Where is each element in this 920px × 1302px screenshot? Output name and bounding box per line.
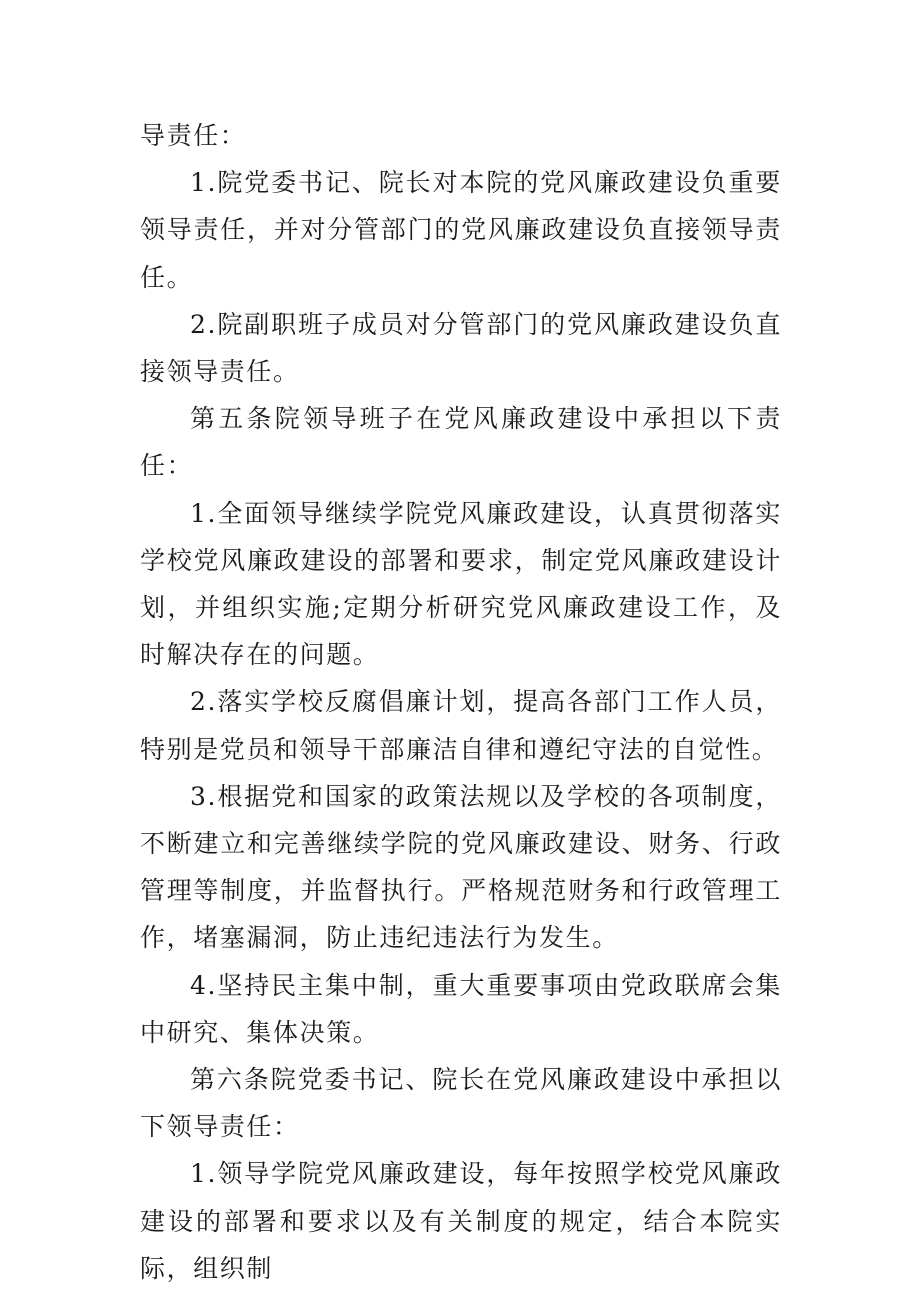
- paragraph-item-1: 1.院党委书记、院长对本院的党风廉政建设负重要领导责任，并对分管部门的党风廉政建设负直接领导责任。: [140, 168, 782, 292]
- article-5-heading: 第五条院领导班子在党风廉政建设中承担以下责任：: [140, 404, 782, 481]
- paragraph-item-1: 1.全面领导继续学院党风廉政建设，认真贯彻落实学校党风廉政建设的部署和要求，制定党风廉政建设计划，并组织实施;定期分析研究党风廉政建设工作，及时解决存在的问题。: [140, 498, 782, 670]
- document-body: [140, 112, 782, 1292]
- paragraph-item-3: 3.根据党和国家的政策法规以及学校的各项制度，不断建立和完善继续学院的党风廉政建设、财务、行政管理等制度，并监督执行。严格规范财务和行政管理工作，堵塞漏洞，防止违纪违法行为发生。: [140, 781, 782, 953]
- article-6-heading: 第六条院党委书记、院长在党风廉政建设中承担以下领导责任：: [140, 1065, 782, 1142]
- paragraph-item-1: 1.领导学院党风廉政建设，每年按照学校党风廉政建设的部署和要求以及有关制度的规定，结合本院实际，组织制: [140, 1159, 782, 1283]
- paragraph-item-4: 4.坚持民主集中制，重大重要事项由党政联席会集中研究、集体决策。: [140, 970, 782, 1047]
- paragraph-continuation: 导责任：: [140, 121, 247, 150]
- paragraph-item-2: 2.院副职班子成员对分管部门的党风廉政建设负直接领导责任。: [140, 309, 782, 387]
- paragraph-item-2: 2.落实学校反腐倡廉计划，提高各部门工作人员，特别是党员和领导干部廉洁自律和遵纪守法的自觉性。: [140, 687, 782, 764]
